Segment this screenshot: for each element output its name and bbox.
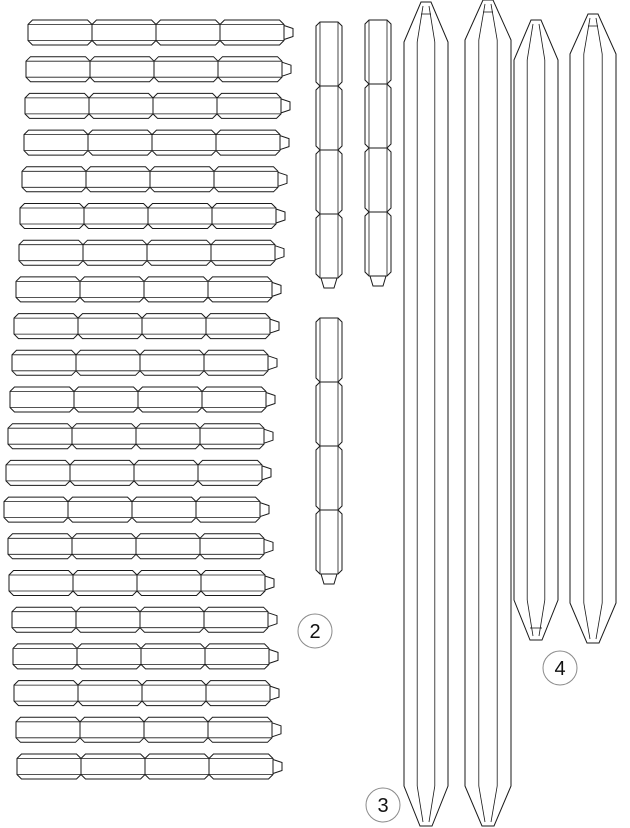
strip-segment <box>10 387 74 412</box>
strip-segment <box>73 571 137 596</box>
short-vertical-pencil-strips <box>316 20 391 584</box>
strip-segment <box>206 314 270 339</box>
strip-segment <box>154 57 218 82</box>
long-stick <box>570 14 616 643</box>
strip-segment <box>13 644 77 669</box>
strip-tip <box>284 26 293 40</box>
strip-segment <box>140 607 204 632</box>
part-marker-2 <box>298 614 332 648</box>
strip-tip <box>273 760 282 774</box>
horizontal-strip <box>14 314 279 339</box>
strip-segment <box>8 534 72 559</box>
long-vertical-pencil-sticks <box>404 0 616 826</box>
strip-segment <box>204 607 268 632</box>
horizontal-strip <box>16 717 281 742</box>
strip-segment <box>74 387 138 412</box>
horizontal-strip <box>19 240 284 265</box>
strip-tip <box>269 649 278 663</box>
part-marker-3-label: 3 <box>377 795 389 817</box>
vertical-strip <box>365 20 391 286</box>
strip-segment <box>17 754 81 779</box>
strip-segment <box>144 277 208 302</box>
strip-segment <box>137 571 201 596</box>
strip-segment <box>8 424 72 449</box>
strip-segment <box>12 607 76 632</box>
strip-segment <box>218 57 282 82</box>
strip-tip <box>268 356 277 370</box>
strip-segment <box>68 497 132 522</box>
strip-segment <box>25 93 89 118</box>
horizontal-strip <box>4 497 269 522</box>
strip-segment <box>200 534 264 559</box>
strip-tip <box>321 574 337 584</box>
horizontal-strip <box>20 204 285 229</box>
strip-segment <box>134 460 198 485</box>
horizontal-strip <box>8 424 273 449</box>
strip-segment <box>76 607 140 632</box>
strip-tip <box>262 466 271 480</box>
part-marker-4-label: 4 <box>554 658 566 680</box>
strip-segment <box>200 424 264 449</box>
strip-tip <box>272 723 281 737</box>
strip-segment <box>214 167 278 192</box>
strip-segment <box>26 57 90 82</box>
part-marker-3 <box>366 788 400 822</box>
strip-segment <box>14 681 78 706</box>
strip-segment <box>145 754 209 779</box>
strip-segment <box>208 277 272 302</box>
strip-segment <box>204 350 268 375</box>
long-stick <box>404 2 448 826</box>
strip-segment <box>209 754 273 779</box>
horizontal-strip <box>12 607 277 632</box>
vertical-strip <box>316 22 342 288</box>
strip-segment <box>19 240 83 265</box>
strip-tip <box>280 136 289 150</box>
strip-segment <box>212 204 276 229</box>
strip-segment <box>14 314 78 339</box>
strip-segment <box>92 20 156 45</box>
strip-segment <box>76 350 140 375</box>
strip-tip <box>272 282 281 296</box>
strip-tip <box>275 246 284 260</box>
strip-segment <box>153 93 217 118</box>
strip-segment <box>220 20 284 45</box>
long-stick <box>514 20 558 640</box>
horizontal-strip <box>14 681 279 706</box>
strip-tip <box>268 613 277 627</box>
strip-tip <box>265 576 274 590</box>
strip-segment <box>70 460 134 485</box>
horizontal-strip <box>9 571 274 596</box>
strip-segment <box>81 754 145 779</box>
strip-segment <box>9 571 73 596</box>
stick-outline <box>465 0 511 826</box>
strip-segment <box>152 130 216 155</box>
strip-segment <box>141 644 205 669</box>
part-marker-2-label: 2 <box>309 621 321 643</box>
strip-tip <box>282 62 291 76</box>
strip-segment <box>140 350 204 375</box>
horizontal-strip <box>17 754 282 779</box>
strip-tip <box>321 278 337 288</box>
strip-segment <box>4 497 68 522</box>
strip-segment <box>217 93 281 118</box>
strip-tip <box>264 429 273 443</box>
horizontal-strip <box>25 93 290 118</box>
horizontal-strip <box>28 20 293 45</box>
horizontal-strip <box>16 277 281 302</box>
strip-segment <box>211 240 275 265</box>
strip-segment <box>28 20 92 45</box>
strip-segment <box>156 20 220 45</box>
strip-segment <box>216 130 280 155</box>
strip-segment <box>16 717 80 742</box>
strip-segment <box>83 240 147 265</box>
strip-segment <box>90 57 154 82</box>
strip-segment <box>196 497 260 522</box>
strip-segment <box>72 424 136 449</box>
vertical-strip <box>316 318 342 584</box>
strip-segment <box>78 681 142 706</box>
strip-segment <box>206 681 270 706</box>
strip-segment <box>20 204 84 229</box>
strip-segment <box>147 240 211 265</box>
strip-segment <box>16 277 80 302</box>
strip-segment <box>138 387 202 412</box>
strip-tip <box>270 319 279 333</box>
strip-segment <box>202 387 266 412</box>
strip-tip <box>260 503 269 517</box>
horizontal-strip <box>13 644 278 669</box>
strip-segment <box>6 460 70 485</box>
strip-tip <box>264 539 273 553</box>
strip-segment <box>78 314 142 339</box>
strip-segment <box>201 571 265 596</box>
strip-segment <box>24 130 88 155</box>
strip-segment <box>205 644 269 669</box>
stick-outline <box>514 20 558 640</box>
stick-outline <box>570 14 616 643</box>
part-marker-4 <box>543 651 577 685</box>
strip-segment <box>86 167 150 192</box>
strip-tip <box>276 209 285 223</box>
strip-segment <box>198 460 262 485</box>
strip-segment <box>80 277 144 302</box>
horizontal-pencil-strips <box>4 20 293 779</box>
horizontal-strip <box>22 167 287 192</box>
strip-segment <box>88 130 152 155</box>
strip-segment <box>144 717 208 742</box>
strip-segment <box>142 681 206 706</box>
strip-segment <box>77 644 141 669</box>
strip-tip <box>370 276 386 286</box>
strip-segment <box>132 497 196 522</box>
strip-segment <box>22 167 86 192</box>
strip-segment <box>136 534 200 559</box>
strip-segment <box>72 534 136 559</box>
strip-segment <box>84 204 148 229</box>
strip-tip <box>270 686 279 700</box>
strip-segment <box>80 717 144 742</box>
horizontal-strip <box>10 387 275 412</box>
strip-tip <box>281 99 290 113</box>
long-stick <box>465 0 511 826</box>
strip-segment <box>136 424 200 449</box>
strip-tip <box>278 172 287 186</box>
horizontal-strip <box>24 130 289 155</box>
strip-segment <box>208 717 272 742</box>
strip-segment <box>148 204 212 229</box>
horizontal-strip <box>12 350 277 375</box>
strip-segment <box>12 350 76 375</box>
horizontal-strip <box>6 460 271 485</box>
strip-segment <box>142 314 206 339</box>
strip-segment <box>150 167 214 192</box>
strip-segment <box>89 93 153 118</box>
horizontal-strip <box>26 57 291 82</box>
strip-tip <box>266 393 275 407</box>
stick-outline <box>404 2 448 826</box>
horizontal-strip <box>8 534 273 559</box>
